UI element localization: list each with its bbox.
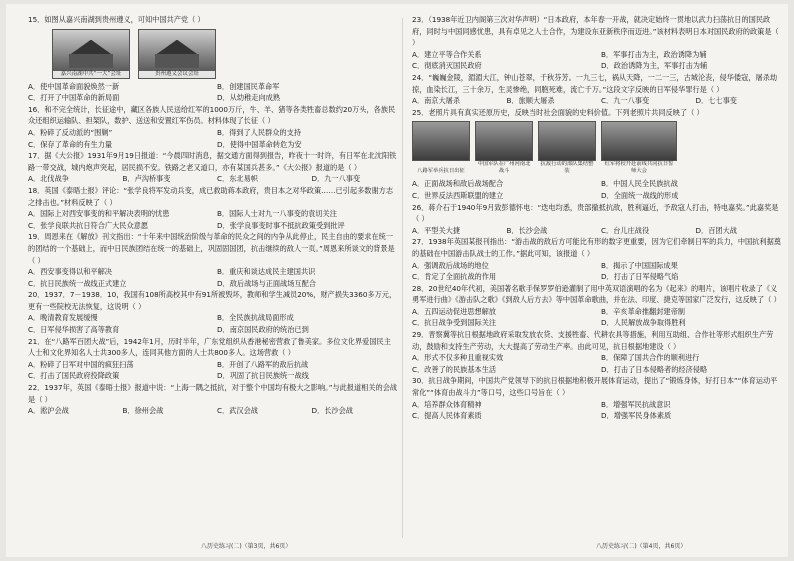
- option-b: B．旅顺大屠杀: [506, 96, 555, 106]
- option-d: D．从幼稚走向成熟: [217, 93, 281, 103]
- option-c: C．保存了革命的有生力量: [28, 139, 113, 149]
- option-d: D．打击了日军侵略气焰: [601, 272, 679, 282]
- option-a: A．晚清教育发展缓慢: [28, 313, 98, 323]
- question-17: [28, 150, 398, 185]
- photo-1: [412, 121, 470, 174]
- option-c: C．抗日民族统一战线正式建立: [28, 278, 127, 288]
- question-stem: 20．1937．7－1938．10，我国有108所高校其中有91所被毁坏，教师和学生减员20%，财产损失3360多万元，更有一些院校无法恢复，这说明（ ）: [28, 290, 397, 311]
- option-a: A．南京大屠杀: [412, 96, 461, 106]
- photo-row: [412, 121, 782, 174]
- option-c: C．彻底消灭国民政府: [412, 61, 482, 71]
- options: [28, 405, 398, 417]
- option-a: A．国际上对西安事变的和平解决表明的忧患: [28, 209, 170, 219]
- option-c: C．抗日战争受到国际关注: [412, 318, 497, 328]
- question-stem: 16．和不完全统计，长征途中，藏区各族人民送给红军的1000万斤，牛、羊、猪等各类牲畜总数约20万头，各族民众还组织运输队、担架队，数护、送送和安置红军伤员。材料体现了长征（ ）: [28, 104, 396, 126]
- option-c: C．武汉会战: [217, 406, 258, 416]
- options: [28, 173, 398, 185]
- question-stem: 29．晋察冀等抗日根据地政府采取发放农贷、支援牲畜、代耕农具等措施，利用互助组、合作社等形式组织生产劳动，鼓励和支持生产劳动，大大提高了劳动生产率。由此可见，抗日根据地建设（ ）: [412, 330, 774, 351]
- option-b: B．长沙会战: [506, 225, 548, 235]
- options: [412, 178, 782, 201]
- option-a: A．建立平等合作关系: [412, 49, 482, 59]
- option-b: B．徐州会战: [122, 406, 164, 416]
- option-d: D．张学良事变时事不抵抗政策受到批评: [217, 220, 345, 230]
- left-page: [28, 14, 398, 544]
- options: [28, 208, 398, 231]
- option-b: B．全民族抗战局面形成: [217, 313, 294, 323]
- option-c: C．东北易帜: [217, 174, 258, 184]
- question-24: [412, 72, 782, 107]
- photo-caption: 抗敌行动的部队集结整装: [540, 161, 594, 174]
- option-b: B．辛亥革命推翻封建帝制: [601, 306, 685, 316]
- option-b: B．军事打击为主，政治诱降为辅: [601, 49, 707, 59]
- option-d: D．七七事变: [695, 96, 737, 106]
- question-20: [28, 289, 398, 335]
- option-a: A．五四运动促进思想解放: [412, 306, 496, 316]
- page-footer-right: 八历史练习(二)（第4页，共6页）: [596, 543, 687, 550]
- option-c: C．台儿庄战役: [601, 225, 650, 235]
- options: [28, 81, 398, 104]
- option-a: A．西安事变得以和平解决: [28, 267, 112, 277]
- option-d: D．南京国民政府的统治已到: [217, 325, 309, 335]
- question-stem: 27．1938年英国某报刊指出：“游击战的敌后方可能比有形的数字更重要，因为它们牵制日军的兵力，中国抗利据奠的基础在中国游击队战士的工作。”据此可知，该报道（ ）: [412, 237, 781, 258]
- options: [412, 352, 782, 375]
- option-a: A．强调敌后战场的地位: [412, 260, 489, 270]
- question-stem: 25．老照片具有真实还原历史，反映当时社会面貌的史料价值。下列老照片共同反映了（ ）: [412, 107, 704, 117]
- page-divider: [402, 18, 403, 538]
- option-b: B．得到了人民群众的支持: [217, 127, 301, 137]
- option-c: C．提高人民体育素质: [412, 411, 482, 421]
- option-d: D．巩固了抗日民族统一战线: [217, 371, 309, 381]
- options: [28, 312, 398, 335]
- options: [28, 266, 398, 289]
- option-d: D．敌后战场与正面战场互配合: [217, 278, 316, 288]
- option-a: A．形式不仅多种且重视实效: [412, 353, 504, 363]
- option-b: B．开创了八路军的敌后抗战: [217, 359, 309, 369]
- option-a: A．粉碎了日军对中国的疯狂扫荡: [28, 359, 134, 369]
- exam-sheet: [6, 4, 788, 557]
- question-29: [412, 329, 782, 375]
- photo-row: [52, 29, 398, 79]
- photo-caption: 嘉兴南湖中共“一大”会址: [53, 71, 129, 78]
- question-25: [412, 107, 782, 202]
- question-18: [28, 185, 398, 231]
- question-stem: 30．抗日战争期间，中国共产党领导下的抗日根据地积极开展体育运动，提出了“锻炼身体，好打日本”“体育运动平常化”“体育由战斗力”等口号，这些口号旨在（ ）: [412, 376, 778, 398]
- options: [412, 95, 782, 107]
- question-stem: 22．1937年，英国《泰晤士报》报道中说：“上海一隅之抵抗，对于整个中国均有极大之影响。”与此报道相关的会战是（ ）: [28, 383, 398, 404]
- options: [412, 399, 782, 422]
- question-stem: 26．蒋介石于1940年9月致彭德怀电：“迭电均悉，贵部撤抵抗敌，胜利逼近，予敌寇人打击，特电嘉奖。”此嘉奖是（ ）: [412, 202, 779, 224]
- option-c: C．打击了国民政府投降政策: [28, 371, 120, 381]
- question-stem: 18．英国《泰晤士报》评论：“张学良将军发动兵变，成已救助蒋本政府，贵目本之对华政策……已引起多数谢方志之排击也。”材料反映了（ ）: [28, 185, 394, 207]
- question-26: [412, 202, 782, 237]
- option-d: D．九一八事变: [311, 174, 361, 184]
- photo-4: [601, 121, 677, 174]
- option-c: C．改善了的民族基本生活: [412, 364, 497, 374]
- option-d: D．全面统一战线的形成: [601, 190, 679, 200]
- question-15: [28, 14, 398, 104]
- option-d: D．打击了日本侵略者的经济侵略: [601, 364, 708, 374]
- option-d: D．人民解放战争取得胜利: [601, 318, 686, 328]
- option-b: B．卢沟桥事变: [122, 174, 171, 184]
- option-a: A．淞沪会战: [28, 406, 69, 416]
- question-stem: 15．如图从嘉兴南湖到贵州遵义，可知中国共产党（ ）: [28, 15, 205, 24]
- option-c: C．打开了中国革命的新局面: [28, 93, 120, 103]
- option-c: C．肯定了全面抗战的作用: [412, 272, 497, 282]
- option-d: D．使得中国革命转危为安: [217, 139, 302, 149]
- option-d: D．百团大战: [695, 225, 737, 235]
- photo-zunyi: [138, 29, 216, 79]
- question-27: [412, 236, 782, 282]
- option-a: A．使中国革命面貌焕然一新: [28, 81, 120, 91]
- option-c: C．张学良联共抗日符合广大民众意愿: [28, 220, 149, 230]
- option-c: C．九一八事变: [601, 96, 650, 106]
- options: [412, 49, 782, 72]
- right-page: [412, 14, 782, 544]
- question-28: [412, 283, 782, 329]
- question-stem: 21．在“八路军百团大战”后，1942年1月，历时半年，广东党组织从香港秘密营救了鲁美家。多位文化界爱国民主人士和文化界知名人士共300多人，连同其他方面的人士共800多人。这场营救（ ）: [28, 336, 391, 358]
- option-a: A．培养群众体育精神: [412, 399, 482, 409]
- question-stem: 28．20世纪40年代初，美国著名歌手保罗罗伯逊灌制了用中英双语演唱的名为《起来》的唱片，该唱片收录了《义勇军进行曲》《游击队之歌》《到敌人后方去》等中国革命歌曲，并在法、印度、捷克等国家广泛发行，这反映了（ ）: [412, 283, 781, 305]
- option-c: C．世界反法西斯联盟的建立: [412, 190, 504, 200]
- option-a: A．正面战场和敌后战场配合: [412, 179, 504, 189]
- question-21: [28, 336, 398, 382]
- option-b: B．重庆和谈达成民主建国共识: [217, 267, 316, 277]
- options: [28, 127, 398, 150]
- question-22: [28, 382, 398, 417]
- option-b: B．中国人民全民族抗战: [601, 179, 678, 189]
- option-b: B．揭示了中国国际成果: [601, 260, 678, 270]
- photo-3: [538, 121, 596, 174]
- photo-caption: 八路军举兵抗日出征: [417, 167, 465, 174]
- photo-jiaxing: [52, 29, 130, 79]
- options: [412, 225, 782, 237]
- option-c: C．日军侵华损害了高等教育: [28, 325, 120, 335]
- question-stem: 24．“巍巍金陵，湄湄大江，钟山苍翠，千秋芬芳。一九三七，祸从天降，一二一三，古城沦丧，侵华倭寇，屠杀劫掠，血染长江，三十余万，生灵惨绝，同胞死难，流亡千万。”这段文字反映的日军侵华罪行是（ ）: [412, 72, 778, 94]
- question-stem: 23．（1938年近卫内阁第三次对华声明）“日本政府，本年春一开战，就决定始终一贯地以武力扫荡抗日的国民政府，同时与中国同感忧患，具有卓见之人士合作，为建设东亚新秩序而迈进。”该材料表明日本对国民政府的政策是（ ）: [412, 15, 779, 48]
- question-16: [28, 104, 398, 150]
- option-a: A．北伐战争: [28, 174, 69, 184]
- option-a: A．粉碎了反动派的“围剿”: [28, 127, 113, 137]
- photo-2: [475, 121, 533, 174]
- question-23: [412, 14, 782, 72]
- question-stem: 19．周恩来在《解放》刊文指出：“十年来中国统治阶级与革命的民众之间的内争从此停止，民主自由的要求在统一的团结的一个基础上，而中日民族团结在统一的基础上，巩固固国团，抗击继续的敌人一页。”周恩来所谈文的背景是（ ）: [28, 232, 395, 265]
- option-b: B．创建国民革命军: [217, 81, 280, 91]
- question-30: [412, 375, 782, 421]
- photo-caption: 红军将校开赴前线共同抗日誓师大会: [604, 161, 674, 174]
- question-19: [28, 231, 398, 289]
- option-b: B．增强军民抗战意识: [601, 399, 671, 409]
- question-stem: 17．据《大公报》1931年9月19日报道：“今晨四时消息，据交通方面得到报告，昨夜十一时许，有日军在北沈阳铁路一带交战，城内炮声突起，居民损不安。铁路之老又道口，亦有某国兵甚多。”《大公报》报道的是（ ）: [28, 151, 397, 172]
- options: [28, 359, 398, 382]
- photo-caption: 中国军队在广州河南北战斗: [477, 161, 531, 174]
- photo-caption: 贵州遵义会议会址: [139, 71, 215, 78]
- option-d: D．长沙会战: [311, 406, 353, 416]
- option-b: B．国际人士对九一八事变的袁切关注: [217, 209, 337, 219]
- options: [412, 260, 782, 283]
- option-d: D．增强军民身体素质: [601, 411, 672, 421]
- page-footer-left: 八历史练习(二)（第3页，共6页）: [201, 543, 292, 550]
- options: [412, 306, 782, 329]
- option-b: B．保障了国共合作的顺利进行: [601, 353, 700, 363]
- option-d: D．政治诱降为主，军事打击为辅: [601, 61, 708, 71]
- option-a: A．平型关大捷: [412, 225, 461, 235]
